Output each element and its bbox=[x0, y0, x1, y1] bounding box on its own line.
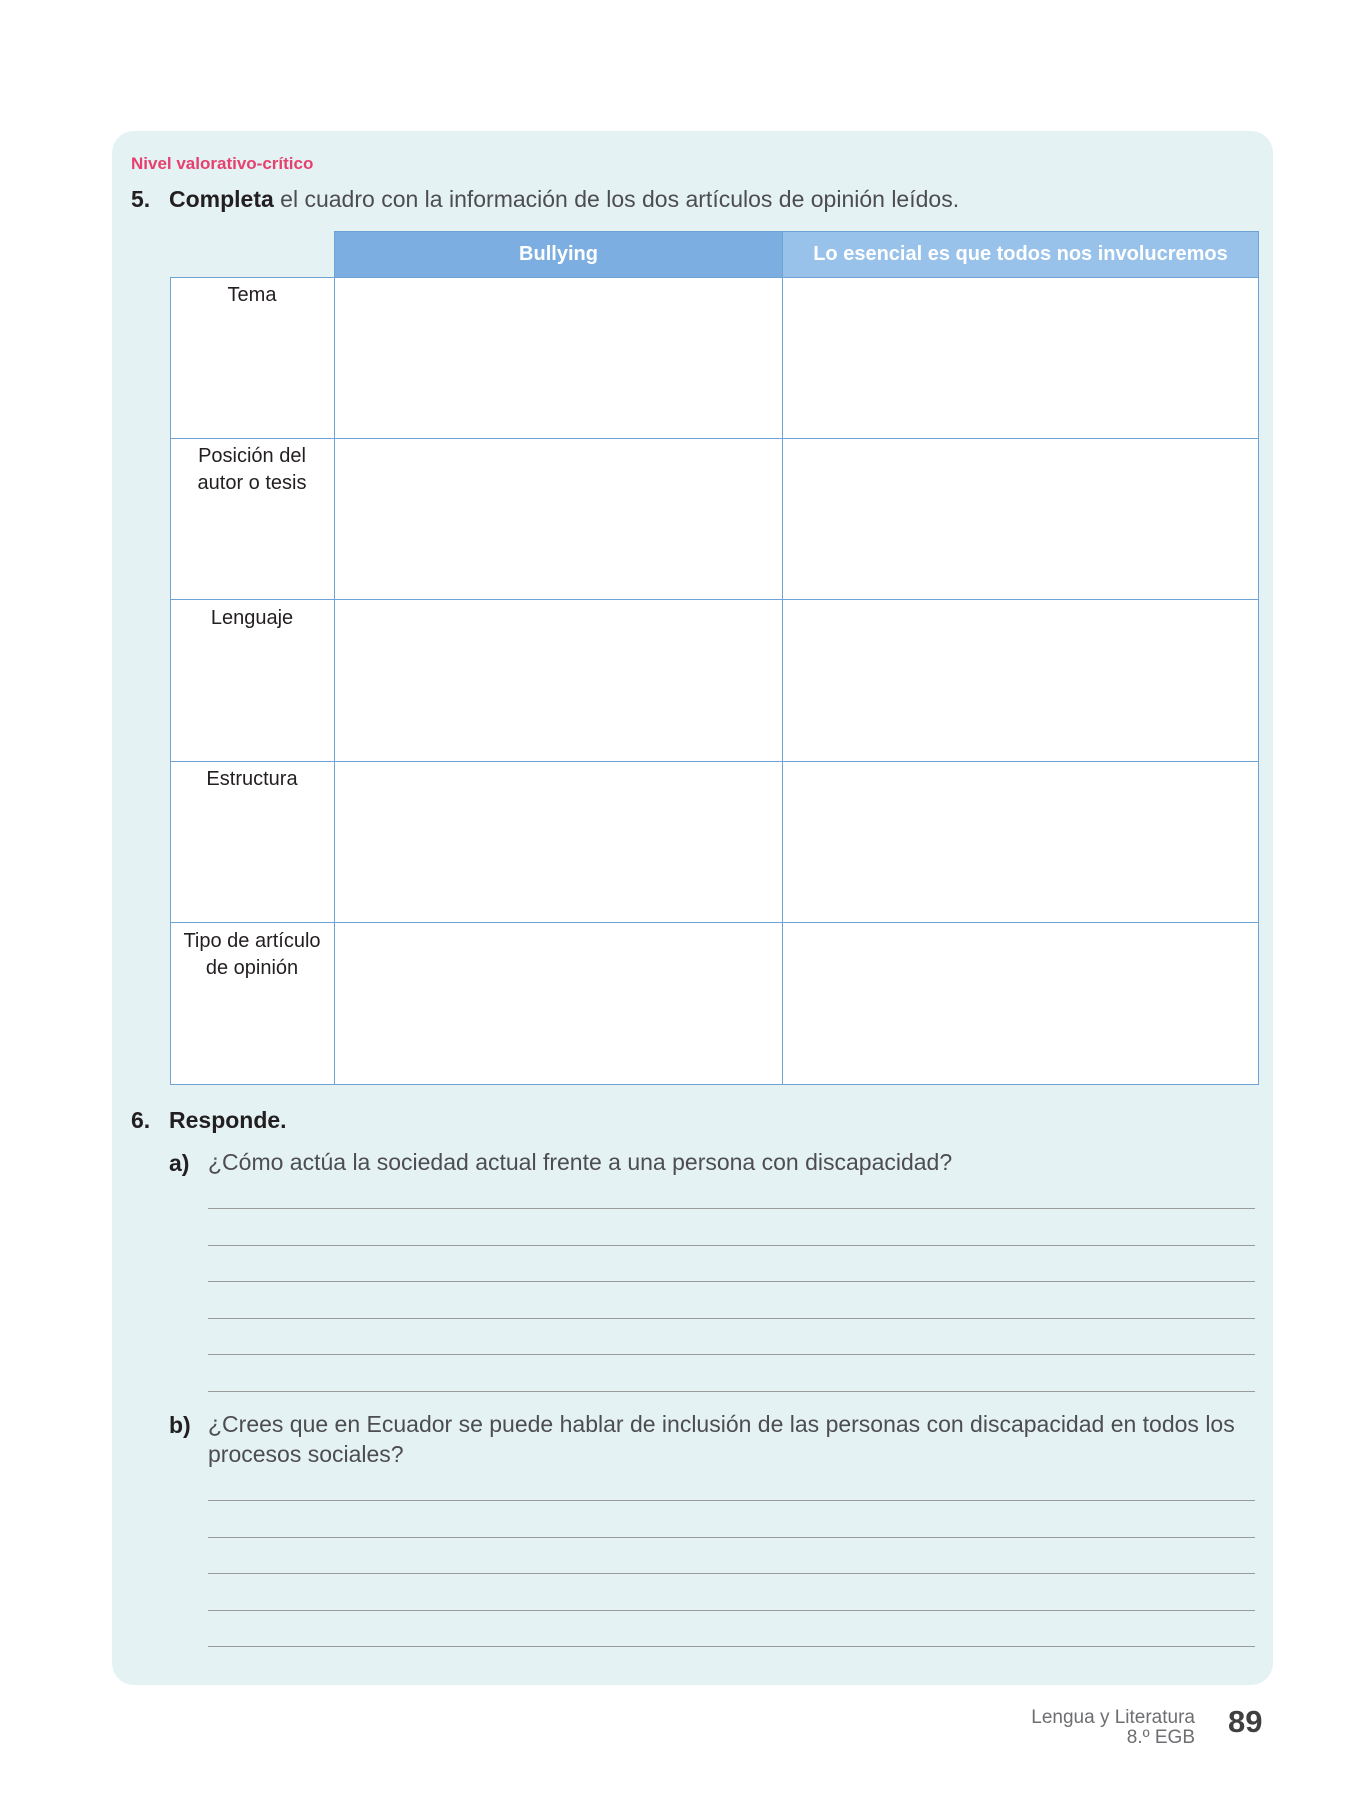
table-divider bbox=[170, 438, 1259, 439]
row-label-tema: Tema bbox=[227, 284, 277, 306]
answer-line[interactable] bbox=[208, 1354, 1255, 1355]
footer-subject-name: Lengua y Literatura bbox=[1031, 1707, 1195, 1728]
table-divider bbox=[782, 277, 783, 1085]
row-label-tipo: Tipo de artículo de opinión bbox=[183, 930, 321, 979]
question-5-text: el cuadro con la información de los dos artículos de opinión leídos. bbox=[273, 186, 960, 212]
answer-line[interactable] bbox=[208, 1245, 1255, 1246]
answer-line[interactable] bbox=[208, 1208, 1255, 1209]
column-header-bullying-label: Bullying bbox=[519, 243, 598, 265]
column-header-bullying bbox=[334, 231, 783, 278]
column-header-involucremos-label: Lo esencial es que todos nos involucremos bbox=[813, 243, 1228, 265]
question-5-number: 5. bbox=[131, 186, 151, 212]
table-divider bbox=[334, 277, 335, 1085]
answer-line[interactable] bbox=[208, 1500, 1255, 1501]
question-6b-text: ¿Crees que en Ecuador se puede hablar de inclusión de las personas con discapacidad en todos los procesos sociales? bbox=[208, 1411, 1235, 1467]
footer-grade: 8.º EGB bbox=[1126, 1727, 1195, 1748]
question-6b-label: b) bbox=[169, 1412, 191, 1438]
table-divider bbox=[170, 599, 1259, 600]
row-label-lenguaje: Lenguaje bbox=[210, 607, 294, 629]
page-number: 89 bbox=[1228, 1704, 1263, 1739]
answer-line[interactable] bbox=[208, 1610, 1255, 1611]
table-divider bbox=[170, 761, 1259, 762]
answer-line[interactable] bbox=[208, 1391, 1255, 1392]
question-5-prompt bbox=[169, 186, 959, 213]
answer-line[interactable] bbox=[208, 1318, 1255, 1319]
question-6-title: Responde. bbox=[169, 1107, 287, 1133]
question-6-number: 6. bbox=[131, 1107, 151, 1133]
answer-line[interactable] bbox=[208, 1537, 1255, 1538]
footer-subject bbox=[1031, 1708, 1195, 1748]
question-6a-text: ¿Cómo actúa la sociedad actual frente a una persona con discapacidad? bbox=[208, 1149, 953, 1175]
level-heading: Nivel valorativo-crítico bbox=[131, 154, 314, 173]
answer-line[interactable] bbox=[208, 1281, 1255, 1282]
question-5-verb: Completa bbox=[169, 186, 274, 212]
question-6a-label: a) bbox=[169, 1150, 190, 1176]
answer-line[interactable] bbox=[208, 1573, 1255, 1574]
row-label-estructura: Estructura bbox=[206, 768, 298, 790]
row-label-posicion: Posición del autor o tesis bbox=[197, 445, 307, 494]
answer-line[interactable] bbox=[208, 1646, 1255, 1647]
table-divider bbox=[170, 922, 1259, 923]
column-header-involucremos bbox=[782, 231, 1259, 278]
